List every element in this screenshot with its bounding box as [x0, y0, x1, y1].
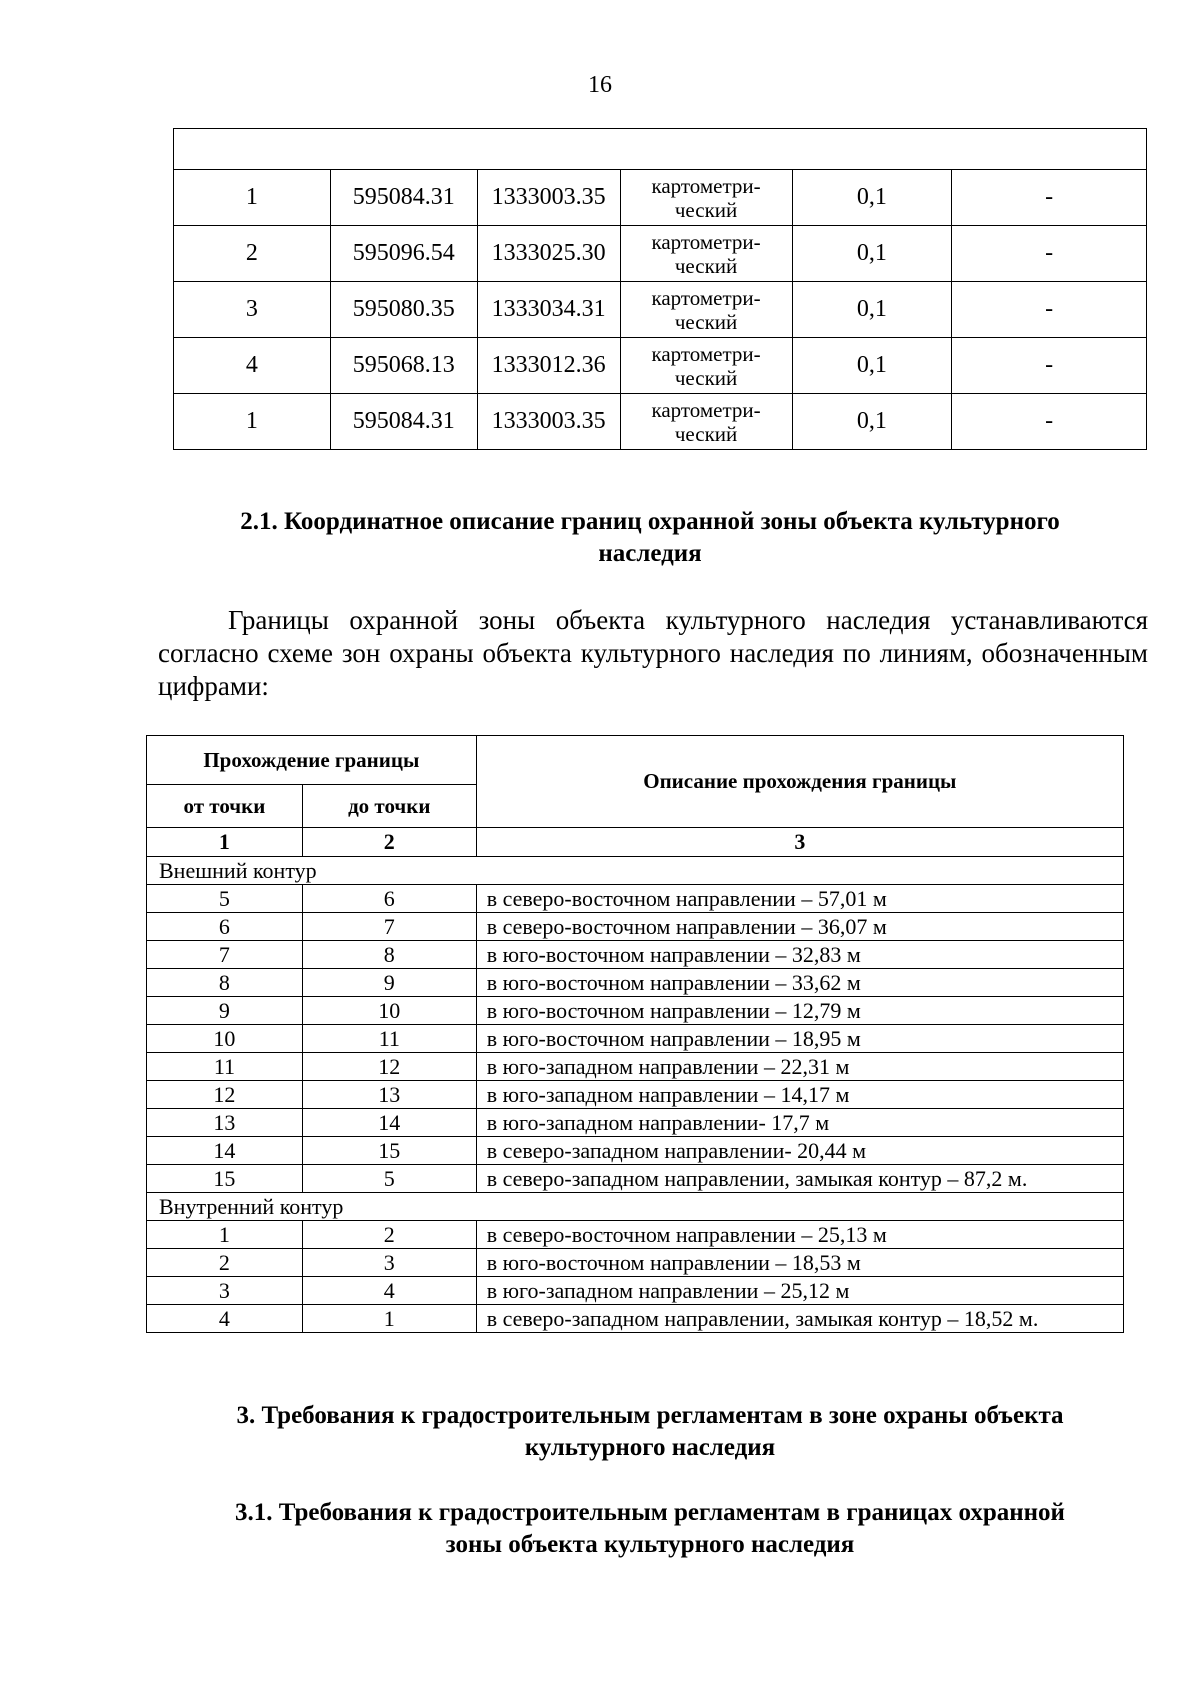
- from-point: 8: [147, 969, 303, 997]
- method-line: картометри-: [651, 285, 761, 310]
- section-heading-3: 3. Требования к градостроительным регламентам в зоне охраны объекта культурного наследия: [236, 1402, 1064, 1461]
- to-point: 9: [302, 969, 476, 997]
- extra-value: -: [952, 394, 1147, 450]
- method-line: картометри-: [651, 173, 761, 198]
- to-point: 13: [302, 1081, 476, 1109]
- section-heading-3-1: 3.1. Требования к градостроительным регламентам в границах охранной зоны объекта культурного наследия: [235, 1499, 1065, 1558]
- method-line: картометри-: [651, 341, 761, 366]
- coordinate-x: 595068.13: [330, 338, 477, 394]
- table-row: [147, 1249, 1124, 1277]
- boundary-description: в юго-восточном направлении – 18,53 м: [476, 1249, 1123, 1277]
- table-row: [147, 941, 1124, 969]
- boundary-description: в северо-западном направлении, замыкая контур – 18,52 м.: [476, 1305, 1123, 1333]
- boundary-description: в северо-восточном направлении – 25,13 м: [476, 1221, 1123, 1249]
- table-row: [174, 338, 1147, 394]
- table-row: [147, 1165, 1124, 1193]
- to-point: 5: [302, 1165, 476, 1193]
- precision: 0,1: [792, 170, 952, 226]
- header-from-point: от точки: [147, 785, 303, 828]
- outer-contour-label: Внешний контур: [147, 857, 1124, 885]
- table-row: [147, 1277, 1124, 1305]
- precision: 0,1: [792, 282, 952, 338]
- coordinate-y: 1333003.35: [477, 170, 620, 226]
- method-line: ческий: [674, 421, 738, 446]
- coordinate-x: 595080.35: [330, 282, 477, 338]
- boundary-description: в юго-восточном направлении – 33,62 м: [476, 969, 1123, 997]
- coordinates-table: [173, 128, 1147, 450]
- table-row: [147, 885, 1124, 913]
- from-point: 12: [147, 1081, 303, 1109]
- table-row: [147, 913, 1124, 941]
- boundary-description: в юго-восточном направлении – 32,83 м: [476, 941, 1123, 969]
- from-point: 2: [147, 1249, 303, 1277]
- from-point: 11: [147, 1053, 303, 1081]
- boundary-description: в юго-восточном направлении – 12,79 м: [476, 997, 1123, 1025]
- from-point: 7: [147, 941, 303, 969]
- to-point: 6: [302, 885, 476, 913]
- from-point: 9: [147, 997, 303, 1025]
- precision: 0,1: [792, 226, 952, 282]
- method-line: картометри-: [651, 397, 761, 422]
- to-point: 3: [302, 1249, 476, 1277]
- table-header-row: [147, 736, 1124, 785]
- method-line: ческий: [674, 309, 738, 334]
- to-point: 4: [302, 1277, 476, 1305]
- table-row: [174, 394, 1147, 450]
- method-cell: [620, 170, 792, 226]
- coordinate-y: 1333034.31: [477, 282, 620, 338]
- boundary-description: в северо-восточном направлении – 57,01 м: [476, 885, 1123, 913]
- section-row: [147, 857, 1124, 885]
- boundary-description: в юго-западном направлении- 17,7 м: [476, 1109, 1123, 1137]
- table-row: [147, 1081, 1124, 1109]
- method-cell: [620, 282, 792, 338]
- column-index: 2: [302, 828, 476, 857]
- method-cell: [620, 394, 792, 450]
- extra-value: -: [952, 226, 1147, 282]
- from-point: 4: [147, 1305, 303, 1333]
- boundary-description: в северо-восточном направлении – 36,07 м: [476, 913, 1123, 941]
- to-point: 15: [302, 1137, 476, 1165]
- table-row: [174, 170, 1147, 226]
- point-number: 3: [174, 282, 331, 338]
- to-point: 8: [302, 941, 476, 969]
- method-line: ческий: [674, 197, 738, 222]
- table-row: [147, 1053, 1124, 1081]
- to-point: 1: [302, 1305, 476, 1333]
- extra-value: -: [952, 170, 1147, 226]
- table-row: [147, 1305, 1124, 1333]
- column-index-row: [147, 828, 1124, 857]
- column-index: 1: [147, 828, 303, 857]
- point-number: 1: [174, 394, 331, 450]
- to-point: 11: [302, 1025, 476, 1053]
- precision: 0,1: [792, 338, 952, 394]
- to-point: 2: [302, 1221, 476, 1249]
- table-row: [147, 1025, 1124, 1053]
- table-row: [147, 969, 1124, 997]
- boundary-description: в юго-восточном направлении – 18,95 м: [476, 1025, 1123, 1053]
- inner-contour-label: Внутренний контур: [147, 1193, 1124, 1221]
- point-number: 2: [174, 226, 331, 282]
- to-point: 14: [302, 1109, 476, 1137]
- method-cell: [620, 226, 792, 282]
- table-row: [174, 226, 1147, 282]
- coordinate-x: 595096.54: [330, 226, 477, 282]
- from-point: 10: [147, 1025, 303, 1053]
- point-number: 4: [174, 338, 331, 394]
- boundary-description: в юго-западном направлении – 22,31 м: [476, 1053, 1123, 1081]
- boundary-description: в юго-западном направлении – 25,12 м: [476, 1277, 1123, 1305]
- extra-value: -: [952, 338, 1147, 394]
- boundary-description: в юго-западном направлении – 14,17 м: [476, 1081, 1123, 1109]
- precision: 0,1: [792, 394, 952, 450]
- from-point: 1: [147, 1221, 303, 1249]
- coordinate-x: 595084.31: [330, 394, 477, 450]
- coordinate-x: 595084.31: [330, 170, 477, 226]
- method-line: ческий: [674, 365, 738, 390]
- section-paragraph: Границы охранной зоны объекта культурного наследия устанавливаются согласно схеме зон охраны объекта культурного наследия по линиям, обозначенным цифрами:: [158, 605, 1148, 701]
- from-point: 3: [147, 1277, 303, 1305]
- section-row: [147, 1193, 1124, 1221]
- coordinate-y: 1333003.35: [477, 394, 620, 450]
- section-heading-2-1: 2.1. Координатное описание границ охранной зоны объекта культурного наследия: [240, 508, 1060, 567]
- extra-value: -: [952, 282, 1147, 338]
- boundary-description: в северо-западном направлении, замыкая контур – 87,2 м.: [476, 1165, 1123, 1193]
- table-row: [147, 1109, 1124, 1137]
- method-cell: [620, 338, 792, 394]
- from-point: 5: [147, 885, 303, 913]
- method-line: картометри-: [651, 229, 761, 254]
- coordinate-y: 1333012.36: [477, 338, 620, 394]
- to-point: 10: [302, 997, 476, 1025]
- table-header-row: [174, 129, 1147, 170]
- header-to-point: до точки: [302, 785, 476, 828]
- column-index: 3: [476, 828, 1123, 857]
- from-point: 13: [147, 1109, 303, 1137]
- table-row: [147, 1137, 1124, 1165]
- coordinate-y: 1333025.30: [477, 226, 620, 282]
- table-row: [147, 1221, 1124, 1249]
- from-point: 15: [147, 1165, 303, 1193]
- from-point: 6: [147, 913, 303, 941]
- table-row: [147, 997, 1124, 1025]
- method-line: ческий: [674, 253, 738, 278]
- table-row: [174, 282, 1147, 338]
- header-boundary-passage: Прохождение границы: [147, 736, 477, 785]
- page-number: 16: [588, 72, 612, 98]
- to-point: 7: [302, 913, 476, 941]
- boundary-table: [146, 735, 1124, 1333]
- header-description: Описание прохождения границы: [476, 736, 1123, 828]
- point-number: 1: [174, 170, 331, 226]
- to-point: 12: [302, 1053, 476, 1081]
- from-point: 14: [147, 1137, 303, 1165]
- boundary-description: в северо-западном направлении- 20,44 м: [476, 1137, 1123, 1165]
